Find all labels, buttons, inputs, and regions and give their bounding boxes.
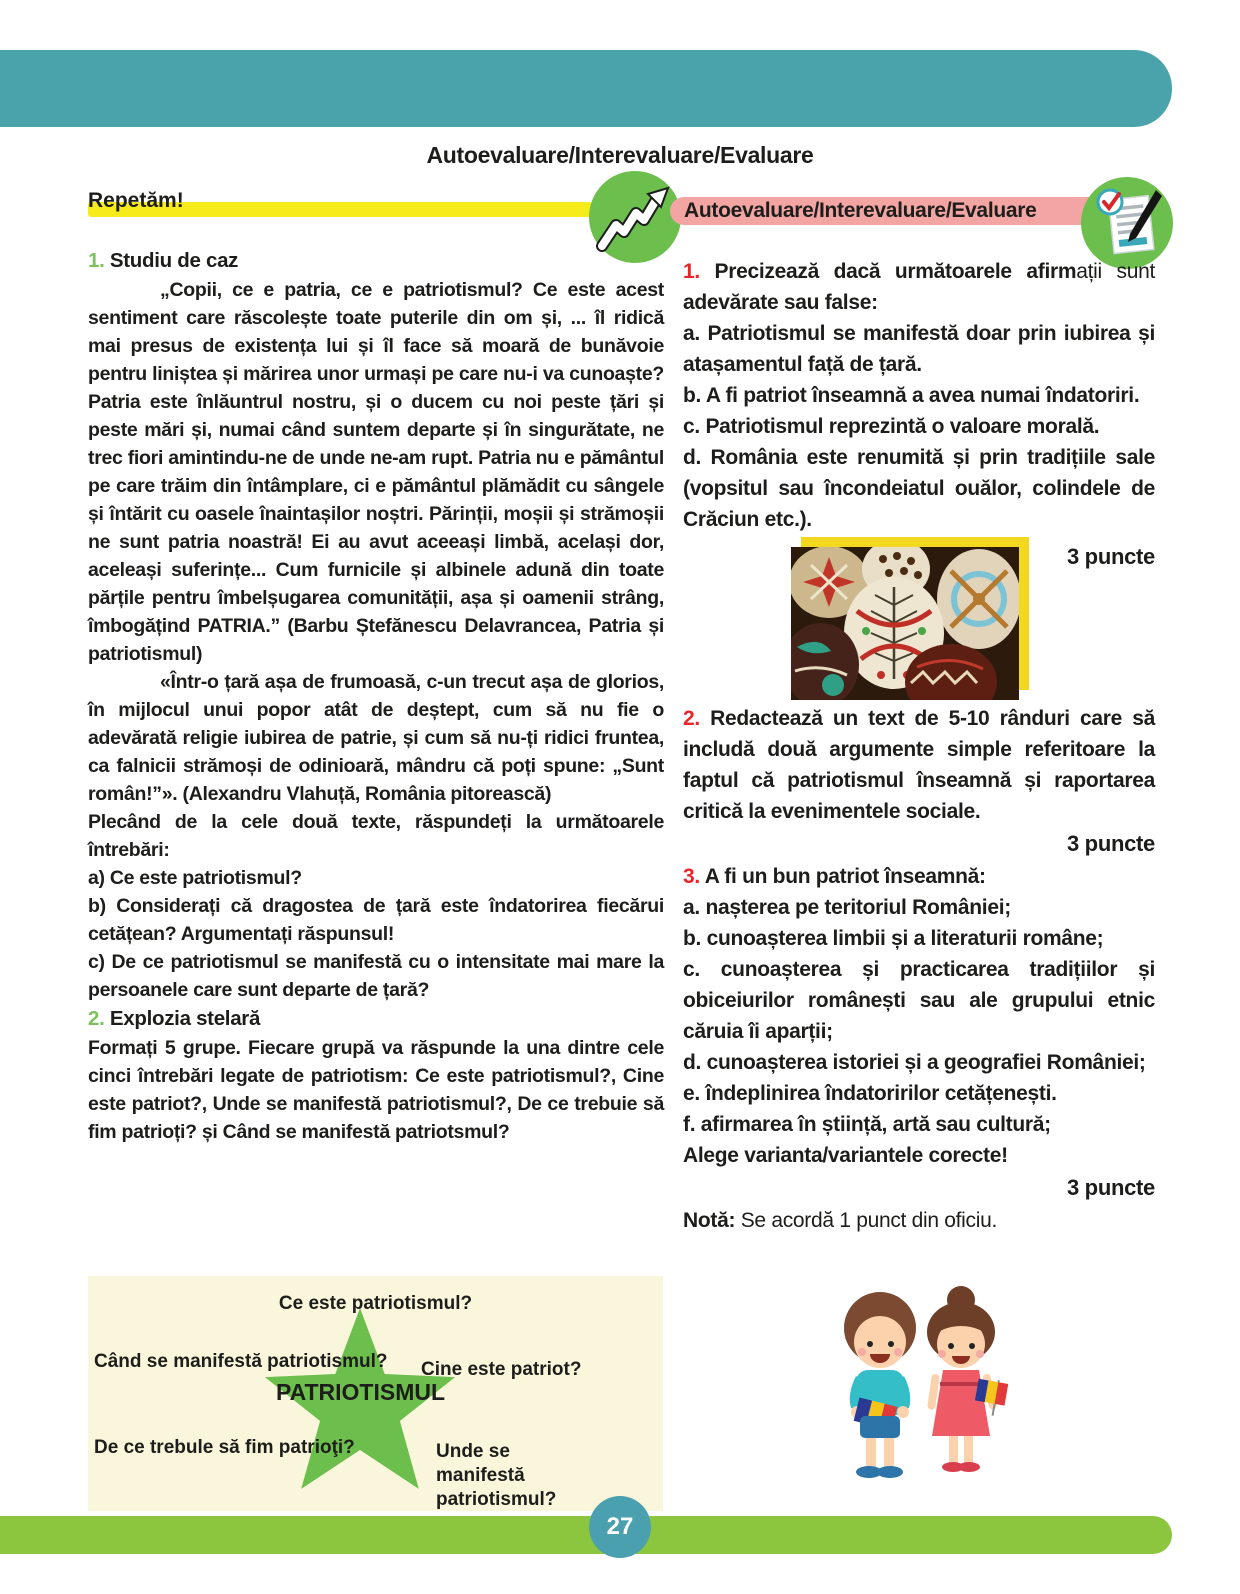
note-line bbox=[683, 1205, 1155, 1236]
exercise-2-text bbox=[683, 703, 1155, 827]
section-title: Explozia stelară bbox=[109, 1007, 261, 1030]
intro-bold: Precizează dacă următoarele afirm bbox=[714, 260, 1077, 283]
footer-green-bar bbox=[0, 1516, 1172, 1554]
section-1-heading bbox=[88, 246, 664, 276]
exercise-3-item: d. cunoașterea istoriei și a geografiei României; bbox=[683, 1051, 1146, 1074]
section-2-heading bbox=[88, 1004, 664, 1034]
exercise-3-item: b. cunoașterea limbii și a literaturii române; bbox=[683, 927, 1104, 950]
left-header-label: Repetăm! bbox=[88, 189, 184, 212]
exercise-number: 1. bbox=[683, 260, 700, 283]
section-number: 1. bbox=[88, 249, 105, 272]
section-title: Studiu de caz bbox=[109, 249, 239, 272]
children-with-flags-illustration bbox=[828, 1284, 1018, 1529]
star-question-top: Ce este patriotismul? bbox=[278, 1293, 473, 1314]
exercise-1-item: c. Patriotismul reprezintă o valoare morală. bbox=[683, 415, 1100, 438]
exercise-3-title: A fi un bun patriot înseamnă: bbox=[704, 865, 986, 888]
exercise-1-item: a. Patriotismul se manifestă doar prin iubirea și atașamentul față de țară. bbox=[683, 322, 1155, 376]
exercise-3-intro bbox=[683, 861, 1155, 892]
right-section-header bbox=[676, 196, 1106, 226]
star-diagram bbox=[88, 1276, 663, 1511]
quote-delavrancea: „Copii, ce e patria, ce e patriotismul? Ce este acest sentiment care răscolește toate puterile din om și, ... îl ridică mai presus de existența lui și îl face să moară de bunăvoie pentru liniștea și mărirea unor urmași pe care nu-i va cunoaște? Patria este înlăuntrul nostru, și o ducem cu noi peste țări și peste mări și, numai când suntem departe și în singurătate, ne trec fiori amintindu-ne de unde ne-am rupt. Patria nu e pământul pe care trăim din întâmplare, ci e pământul plămădit cu sângele și întărit cu oasele înaintașilor noștri. Părinții, moșii și strămoșii ne sunt patria noastră! Ei au avut aceeași limbă, același dor, aceleași suferințe... Cum furnicile și albinele adună din toate părțile pentru îmbelșugarea comunității, așa și oamenii strâng, îmbogățind PATRIA.” (Barbu Ștefănescu Delavrancea, Patria și patriotismul) bbox=[88, 279, 664, 665]
eggs-figure-row bbox=[683, 539, 1155, 703]
intro-tail: adevărate sau false: bbox=[683, 291, 878, 314]
exercise-2-body: Redactează un text de 5-10 rânduri care să includă două argumente simple referitoare la faptul că patriotismul înseamnă și raportarea critică la evenimentele sociale. bbox=[683, 707, 1155, 823]
note-text: Se acordă 1 punct din oficiu. bbox=[740, 1209, 998, 1232]
star-question-bottom-left: De ce trebule să fim patrioţi? bbox=[94, 1437, 355, 1458]
intro-light: ații sunt bbox=[1076, 260, 1155, 283]
note-label: Notă: bbox=[683, 1209, 736, 1232]
exercise-1-item: d. România este renumită și prin tradițiile sale (vopsitul sau încondeiatul ouălor, colindele de Crăciun etc.). bbox=[683, 446, 1155, 531]
exercise-3-item: c. cunoașterea și practicarea tradițiilor și obiceiurilor românești sau ale grupului etnic căruia îi aparții; bbox=[683, 958, 1155, 1043]
painted-easter-eggs-image bbox=[791, 547, 1019, 700]
left-column bbox=[88, 246, 664, 1146]
exercise-1-item: b. A fi patriot înseamnă a avea numai îndatoriri. bbox=[683, 384, 1140, 407]
exercise-number: 2. bbox=[683, 707, 700, 730]
star-question-bottom-right: Unde se manifestă patriotismul? bbox=[436, 1441, 557, 1510]
section-2-text: Formați 5 grupe. Fiecare grupă va răspunde la una dintre cele cinci întrebări legate de patriotism: Ce este patriotismul?, Cine este patriot?, Unde se manifestă patriotismul?, De ce trebuie să fim patrioți? și Când se manifestă patriotsmul? bbox=[88, 1037, 664, 1143]
exercise-3-item: f. afirmarea în știință, artă sau cultură; bbox=[683, 1113, 1051, 1136]
page-title: Autoevaluare/Interevaluare/Evaluare bbox=[426, 142, 814, 168]
questions-lead: Plecând de la cele două texte, răspundeți la următoarele întrebări: bbox=[88, 811, 664, 861]
question-a: a) Ce este patriotismul? bbox=[88, 867, 302, 889]
right-column bbox=[683, 256, 1155, 1236]
exercise-1-intro bbox=[683, 256, 1155, 318]
question-b: b) Considerați că dragostea de țară este îndatorirea fiecărui cetățean? Argumentați răspunsul! bbox=[88, 895, 664, 945]
right-header-label: Autoevaluare/Interevaluare/Evaluare bbox=[684, 199, 1037, 222]
star-center-label: PATRIOTISMUL bbox=[275, 1379, 446, 1405]
star-question-right: Cine este patriot? bbox=[421, 1359, 582, 1380]
left-section-header bbox=[88, 186, 592, 218]
exercise-number: 3. bbox=[683, 865, 700, 888]
exercise-1-points: 3 puncte bbox=[1066, 544, 1155, 569]
exercise-3-points: 3 puncte bbox=[1066, 1175, 1155, 1200]
question-c: c) De ce patriotismul se manifestă cu o intensitate mai mare la persoanele care sunt departe de țară? bbox=[88, 951, 664, 1001]
exercise-3-item: a. nașterea pe teritoriul României; bbox=[683, 896, 1011, 919]
top-teal-band bbox=[0, 50, 1172, 127]
star-question-left: Când se manifestă patriotismul? bbox=[94, 1351, 388, 1372]
exercise-3-item: e. îndeplinirea îndatoririlor cetățenești. bbox=[683, 1082, 1057, 1105]
exercise-3-choose: Alege varianta/variantele corecte! bbox=[683, 1144, 1008, 1167]
quote-vlahuta: «Într-o țară așa de frumoasă, c-un trecut așa de glorios, în mijlocul unui popor atât de deștept, cum să nu fie o adevărată religie iubirea de patrie, și cum să nu-ți ridici fruntea, ca falnicii strămoși de odinioară, mândru că poți spune: „Sunt român!”». (Alexandru Vlahuță, România pitorească) bbox=[88, 671, 664, 805]
exercise-2-points: 3 puncte bbox=[1066, 831, 1155, 856]
page-number: 27 bbox=[606, 1513, 634, 1540]
section-number: 2. bbox=[88, 1007, 105, 1030]
